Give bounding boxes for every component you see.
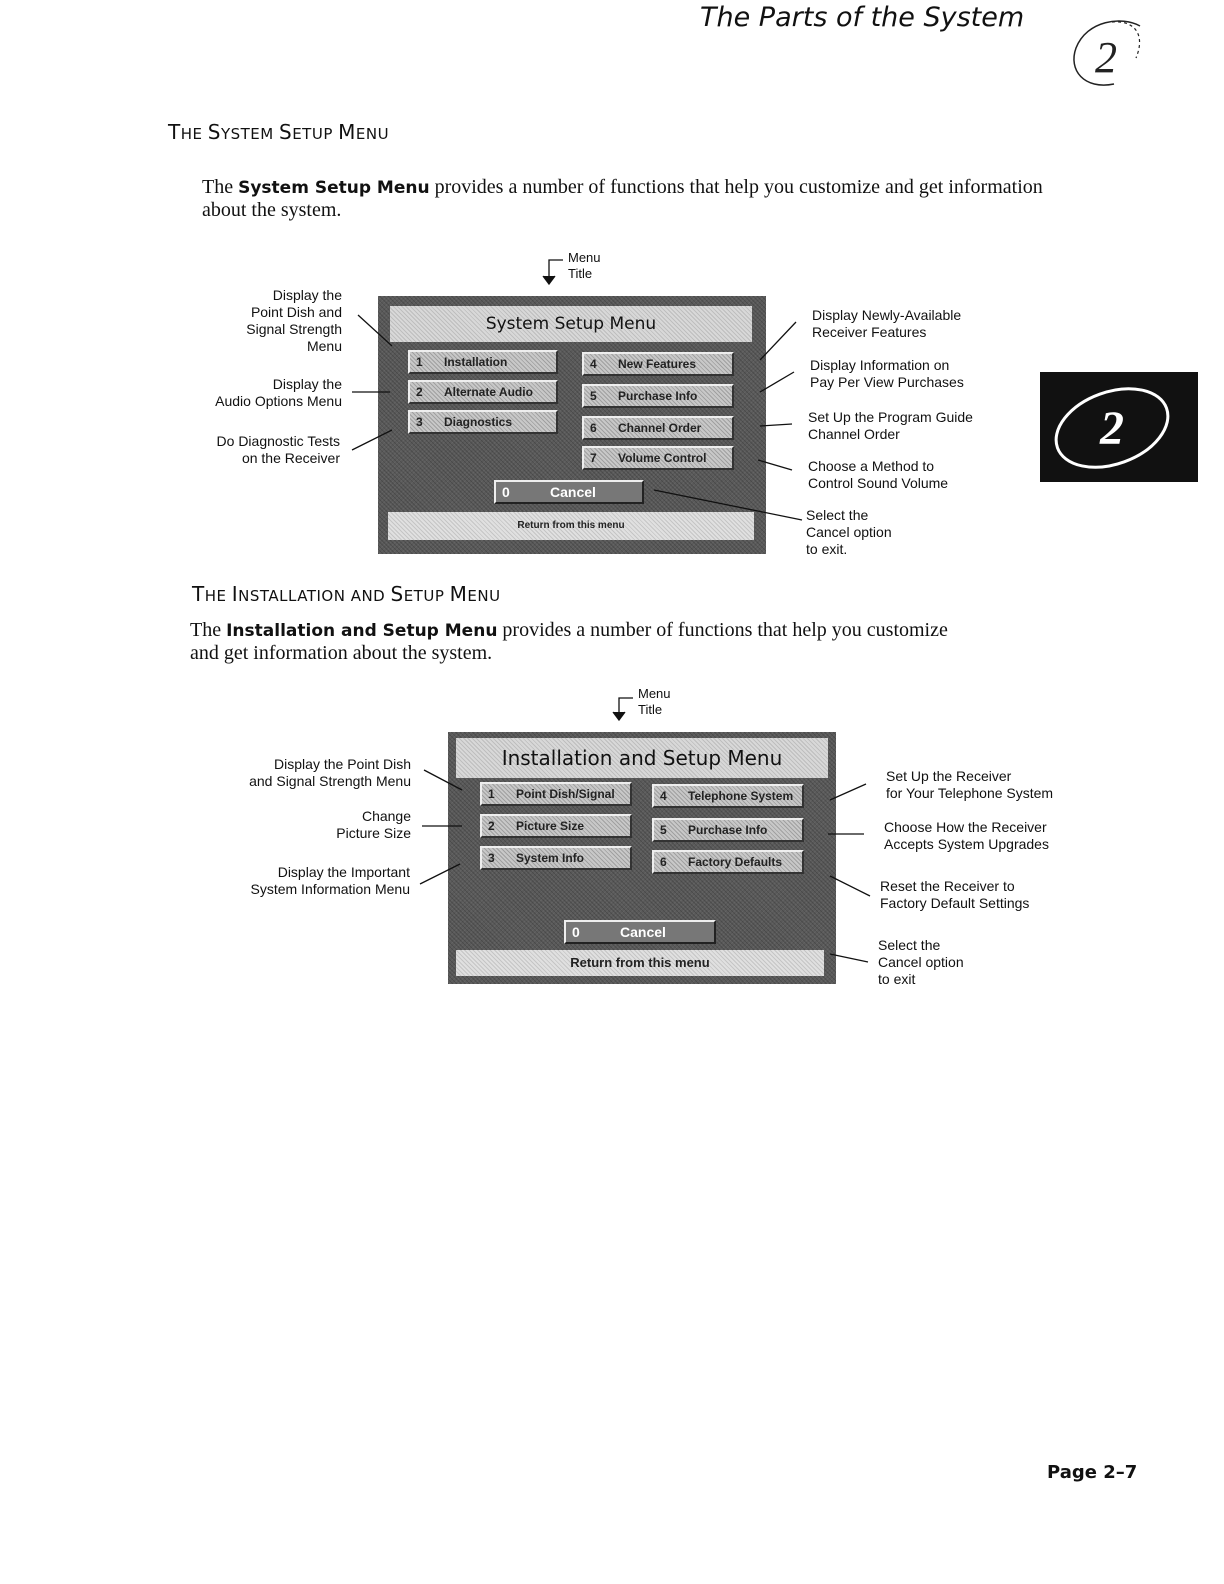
note-diagnostics: Do Diagnostic Tests on the Receiver [216,433,340,466]
menu-title-callout-1: Menu Title [568,250,601,281]
note-point-dish-signal: Display the Point Dish and Signal Strength Menu [249,756,411,789]
note-system-info: Display the Important System Information Menu [250,864,410,897]
section-heading-installation-setup: THE INSTALLATION AND SETUP MENU [192,582,501,606]
note-telephone-system: Set Up the Receiver for Your Telephone System [886,768,1054,801]
menu-button-installation[interactable]: 1 Installation [408,350,558,374]
menu-title-callout-2: Menu Title [638,686,671,717]
chapter-tab-number: 2 [1100,402,1124,455]
note-cancel: Select the Cancel option to exit. [806,507,892,557]
note-channel-order: Set Up the Program Guide Channel Order [808,409,973,442]
menu-button-volume-control[interactable]: 7 Volume Control [582,446,734,470]
cancel-button[interactable]: 0 Cancel [564,920,716,944]
menu-button-alternate-audio[interactable]: 2 Alternate Audio [408,380,558,404]
menu-button-telephone-system[interactable]: 4 Telephone System [652,784,804,808]
note-new-features: Display Newly-Available Receiver Features [812,307,962,340]
menu-button-diagnostics[interactable]: 3 Diagnostics [408,410,558,434]
menu-button-system-info[interactable]: 3 System Info [480,846,632,870]
menu-button-purchase-info-2[interactable]: 5 Purchase Info [652,818,804,842]
cancel-button[interactable]: 0 Cancel [494,480,644,504]
menu-button-purchase-info[interactable]: 5 Purchase Info [582,384,734,408]
note-factory-defaults: Reset the Receiver to Factory Default Settings [880,878,1030,911]
note-cancel-2: Select the Cancel option to exit [878,937,964,987]
screen-title: Installation and Setup Menu [456,738,828,778]
menu-button-point-dish-signal[interactable]: 1 Point Dish/Signal [480,782,632,806]
section2-intro: The Installation and Setup Menu provides a number of functions that help you customize and get information about the system. [190,619,948,664]
section1-intro: The System Setup Menu provides a number of functions that help you customize and get information about the system. [202,176,1043,221]
note-audio-options: Display the Audio Options Menu [215,376,342,409]
menu-button-channel-order[interactable]: 6 Channel Order [582,416,734,440]
note-point-dish: Display the Point Dish and Signal Strength Menu [246,287,342,354]
menu-button-picture-size[interactable]: 2 Picture Size [480,814,632,838]
note-system-upgrades: Choose How the Receiver Accepts System Upgrades [884,819,1049,852]
menu-button-factory-defaults[interactable]: 6 Factory Defaults [652,850,804,874]
page-header-title: The Parts of the System [700,2,1025,33]
chapter-number-text: 2 [1095,33,1117,82]
note-purchase-info: Display Information on Pay Per View Purchases [810,357,964,390]
status-bar: Return from this menu [456,950,824,976]
screen-title: System Setup Menu [390,306,752,342]
note-volume-control: Choose a Method to Control Sound Volume [808,458,949,491]
section-heading-system-setup: THE SYSTEM SETUP MENU [168,120,390,144]
note-picture-size: Change Picture Size [336,808,411,841]
menu-button-new-features[interactable]: 4 New Features [582,352,734,376]
status-bar: Return from this menu [388,512,754,540]
page-number: Page 2–7 [1047,1462,1138,1483]
